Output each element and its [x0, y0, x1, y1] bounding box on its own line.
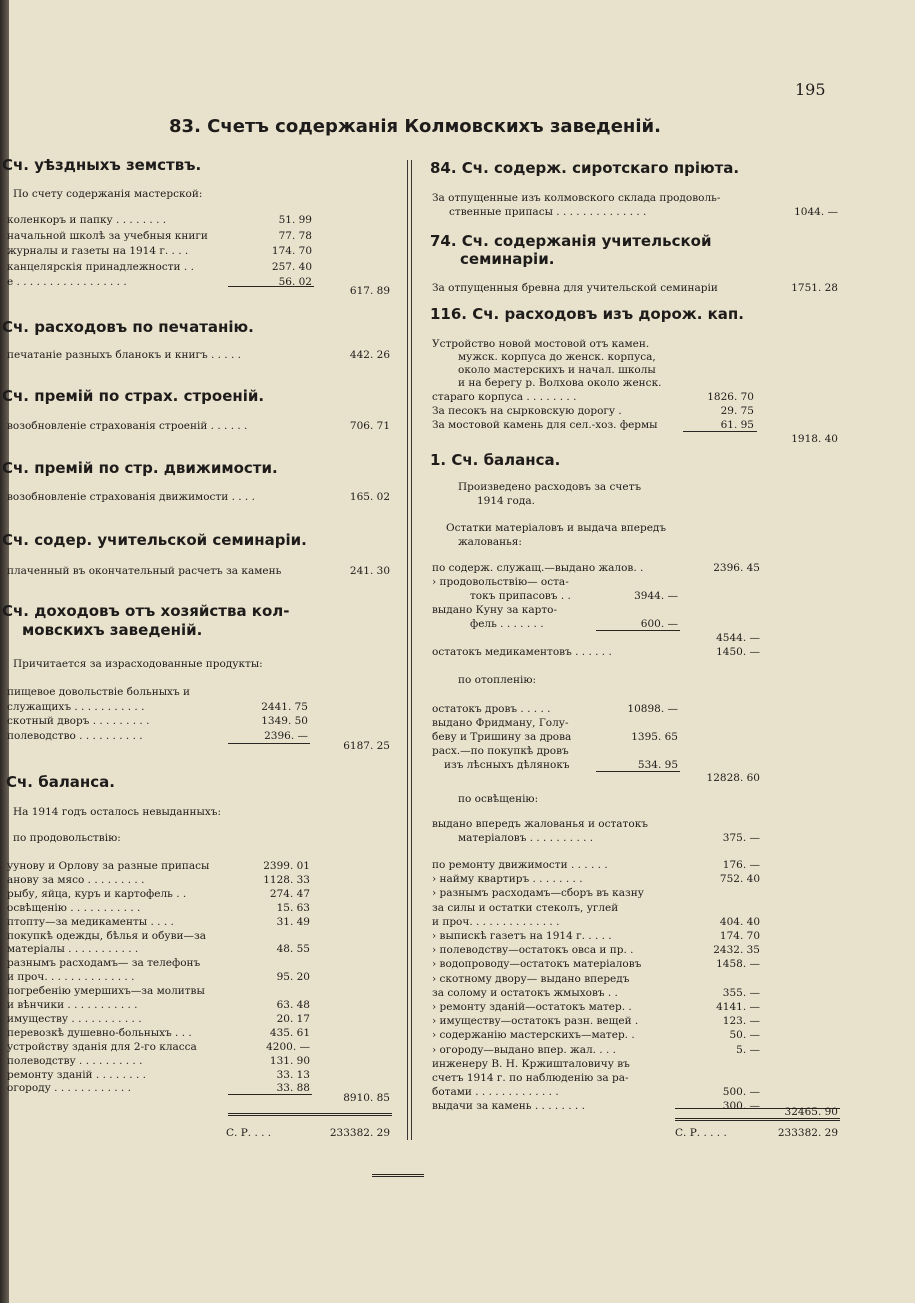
- carry-label: С. Р. . . . .: [675, 1127, 727, 1139]
- ledger-label: 1914 года.: [477, 495, 535, 507]
- ledger-label: Произведено расходовъ за счетъ: [458, 481, 642, 493]
- section-heading: Сч. баланса.: [6, 773, 116, 791]
- ledger-value: 2399. 01: [263, 860, 310, 872]
- subsection-label: по освѣщенію:: [458, 793, 539, 805]
- ledger-label: полеводство . . . . . . . . . .: [7, 729, 143, 742]
- ledger-label: Устройство новой мостовой отъ камен.: [432, 338, 650, 350]
- section-total: 241. 30: [349, 565, 390, 577]
- ledger-label: служащихъ . . . . . . . . . . .: [7, 700, 145, 713]
- ledger-label: За мостовой камень для сел.-хоз. фермы: [432, 419, 658, 431]
- section-heading: Сч. расходовъ по печатанію.: [2, 318, 254, 336]
- ledger-label: уунову и Орлову за разные припасы: [7, 860, 210, 872]
- ledger-label: мужск. корпуса до женск. корпуса,: [458, 351, 656, 363]
- ledger-label: скотный дворъ . . . . . . . . .: [7, 715, 150, 727]
- ledger-label: коленкоръ и папку . . . . . . . .: [7, 214, 167, 226]
- ledger-value: 95. 20: [276, 971, 310, 984]
- ledger-label: ственные припасы . . . . . . . . . . . . . .: [449, 206, 647, 218]
- ledger-label: выдано Куну за карто-: [432, 604, 558, 616]
- ledger-label: разнымъ расходамъ— за телефонъ: [7, 957, 201, 970]
- ledger-label: › выпискѣ газетъ на 1914 г. . . . .: [432, 930, 612, 942]
- ledger-value: 12828. 60: [706, 772, 760, 784]
- carry-rule: [228, 1113, 392, 1116]
- ledger-label: возобновленіе страхованія движимости . . . .: [7, 491, 255, 503]
- ledger-label: по ремонту движимости . . . . . .: [432, 859, 608, 871]
- ledger-value: 2441. 75: [261, 700, 308, 713]
- ledger-label: беву и Тришину за дрова: [432, 731, 572, 743]
- section-heading: 84. Сч. содерж. сиротскаго пріюта.: [430, 159, 740, 177]
- ledger-label: птопту—за медикаменты . . . .: [7, 915, 174, 928]
- section-subtitle: На 1914 годъ осталось невыданныхъ:: [13, 806, 222, 818]
- ledger-value: 56. 02: [278, 276, 312, 288]
- ledger-value: 33. 13: [276, 1068, 310, 1081]
- ledger-value: 123. —: [722, 1015, 760, 1028]
- ledger-label: за солому и остатокъ жмыховъ . .: [432, 986, 618, 999]
- ledger-label: › скотному двору— выдано впередъ: [432, 972, 630, 985]
- section-heading: семинаріи.: [460, 250, 555, 268]
- ledger-value: 20. 17: [276, 1012, 310, 1025]
- ledger-label: жалованья:: [458, 536, 522, 548]
- ledger-value: 500. —: [722, 1086, 760, 1099]
- section-heading: Сч. премій по стр. движимости.: [2, 459, 278, 477]
- ledger-value: 51. 99: [278, 214, 312, 226]
- ledger-value: 1395. 65: [631, 731, 678, 743]
- carry-rule: [675, 1118, 840, 1121]
- carry-label: С. Р. . . .: [226, 1127, 272, 1139]
- ledger-value: 5. —: [736, 1043, 760, 1056]
- ledger-label: начальной школѣ за учебныя книги: [7, 229, 208, 242]
- ledger-label: матеріалы . . . . . . . . . . .: [7, 943, 139, 956]
- ledger-label: инженеру В. Н. Кржишталовичу въ: [432, 1057, 630, 1070]
- section-heading: Сч. содер. учительской семинаріи.: [2, 531, 307, 549]
- ledger-label: остатокъ дровъ . . . . .: [432, 703, 551, 715]
- ledger-value: 131. 90: [269, 1054, 310, 1067]
- ledger-label: расх.—по покупкѣ дровъ: [432, 745, 569, 757]
- ledger-label: и вѣнчики . . . . . . . . . . .: [7, 999, 138, 1011]
- ledger-value: 404. 40: [719, 915, 760, 928]
- ledger-value: 33. 88: [276, 1082, 310, 1095]
- ledger-value: 1826. 70: [707, 391, 754, 403]
- ledger-label: и проч. . . . . . . . . . . . . .: [7, 971, 135, 984]
- section-subtitle: по продовольствію:: [13, 832, 121, 844]
- ledger-label: журналы и газеты на 1914 г. . . .: [7, 245, 189, 257]
- ledger-value: 600. —: [640, 618, 678, 630]
- ledger-value: 31. 49: [276, 915, 310, 928]
- ledger-value: 50. —: [729, 1029, 760, 1042]
- ledger-value: 3944. —: [634, 590, 678, 602]
- ledger-label: ремонту зданій . . . . . . . .: [7, 1068, 146, 1081]
- ledger-value: 1349. 50: [261, 715, 308, 727]
- section-heading: 116. Сч. расходовъ изъ дорож. кап.: [430, 305, 744, 323]
- ledger-value: 2432. 35: [713, 944, 760, 957]
- ledger-label: выдачи за камень . . . . . . . .: [432, 1100, 585, 1113]
- ledger-value: 257. 40: [271, 260, 312, 273]
- ledger-label: устройству зданія для 2-го класса: [7, 1040, 197, 1053]
- ledger-label: анову за мясо . . . . . . . . .: [7, 873, 145, 886]
- ledger-label: фель . . . . . . .: [470, 618, 544, 630]
- ledger-value: 4544. —: [716, 632, 760, 644]
- ledger-label: токъ припасовъ . .: [470, 590, 571, 602]
- ledger-value: 4200. —: [266, 1040, 310, 1053]
- column-divider: [407, 160, 408, 1140]
- page-binding-edge: [0, 0, 9, 1303]
- section-subtitle: Причитается за израсходованные продукты:: [13, 658, 263, 670]
- ledger-label: › содержанію мастерскихъ—матер. .: [432, 1029, 635, 1042]
- ledger-label: остатокъ медикаментовъ . . . . . .: [432, 646, 612, 658]
- ledger-value: 2396. —: [264, 729, 308, 742]
- ledger-label: возобновленіе страхованія строеній . . . . . .: [7, 420, 248, 432]
- ledger-value: 48. 55: [276, 943, 310, 956]
- section-heading: Сч. доходовъ отъ хозяйства кол-: [2, 602, 290, 620]
- ledger-label: › найму квартиръ . . . . . . . .: [432, 873, 583, 886]
- ledger-value: 174. 70: [271, 245, 312, 257]
- ledger-label: счетъ 1914 г. по наблюденію за ра-: [432, 1072, 629, 1084]
- ledger-label: ботами . . . . . . . . . . . . .: [432, 1086, 559, 1099]
- page-title: 83. Счетъ содержанія Колмовскихъ заведеній.: [169, 116, 661, 137]
- ledger-value: 29. 75: [720, 405, 754, 417]
- page-number: 195: [795, 80, 826, 99]
- section-total: 1751. 28: [791, 282, 838, 294]
- ledger-value: 63. 48: [276, 999, 310, 1011]
- ledger-label: около мастерскихъ и начал. школы: [458, 364, 656, 376]
- ledger-label: имуществу . . . . . . . . . . .: [7, 1012, 142, 1025]
- ledger-value: 300. —: [722, 1100, 760, 1113]
- ledger-label: перевозкѣ душевно-больныхъ . . .: [7, 1026, 192, 1039]
- ledger-label: За песокъ на сырковскую дорогу .: [432, 405, 622, 417]
- ledger-label: выдано Фридману, Голу-: [432, 717, 569, 729]
- section-heading: Сч. премій по страх. строеній.: [2, 387, 265, 405]
- sum-rule: [683, 431, 757, 432]
- ledger-label: пищевое довольствіе больныхъ и: [7, 686, 190, 698]
- ledger-label: по содерж. служащ.—выдано жалов. .: [432, 562, 644, 574]
- ledger-value: 1450. —: [716, 646, 760, 658]
- sum-rule: [596, 630, 680, 631]
- section-heading: 1. Сч. баланса.: [430, 451, 561, 469]
- section-heading: 74. Сч. содержанія учительской: [430, 232, 712, 250]
- ledger-label: за силы и остатки стеколъ, углей: [432, 901, 619, 914]
- ledger-label: выдано впередъ жалованья и остатокъ: [432, 818, 648, 830]
- ledger-label: е . . . . . . . . . . . . . . . . .: [7, 276, 127, 288]
- ledger-value: 1458. —: [716, 958, 760, 971]
- ledger-value: 61. 95: [720, 419, 754, 431]
- section-total: 32465. 90: [784, 1106, 838, 1118]
- carry-value: 233382. 29: [329, 1127, 390, 1139]
- ledger-label: изъ лѣсныхъ дѣлянокъ: [444, 759, 570, 771]
- section-subtitle: По счету содержанія мастерской:: [13, 188, 203, 200]
- ledger-label: › огороду—выдано впер. жал. . . .: [432, 1043, 616, 1056]
- ledger-value: 1128. 33: [263, 873, 310, 886]
- section-total: 1044. —: [794, 206, 838, 218]
- ledger-label: и проч. . . . . . . . . . . . . .: [432, 915, 560, 928]
- subsection-label: по отопленію:: [458, 674, 537, 686]
- ledger-label: покупкѣ одежды, бѣлья и обуви—за: [7, 929, 207, 942]
- section-total: 617. 89: [349, 285, 390, 297]
- ledger-value: 435. 61: [269, 1026, 310, 1039]
- ledger-label: › полеводству—остатокъ овса и пр. .: [432, 944, 634, 957]
- ledger-label: огороду . . . . . . . . . . . .: [7, 1082, 131, 1095]
- column-divider: [411, 160, 412, 1140]
- ledger-label: Остатки матеріаловъ и выдача впередъ: [446, 522, 667, 534]
- ledger-label: печатаніе разныхъ бланокъ и книгъ . . . . .: [7, 349, 241, 361]
- ledger-label: рыбу, яйца, куръ и картофель . .: [7, 887, 187, 900]
- section-total: 8910. 85: [343, 1092, 390, 1104]
- ledger-value: 15. 63: [276, 901, 310, 914]
- ledger-label: стараго корпуса . . . . . . . .: [432, 391, 577, 403]
- ledger-label: За отпущенныя бревна для учительской семинаріи: [432, 282, 718, 294]
- ledger-value: 375. —: [722, 832, 760, 844]
- ledger-label: › водопроводу—остатокъ матеріаловъ: [432, 958, 642, 971]
- ledger-label: погребенію умершихъ—за молитвы: [7, 985, 205, 998]
- ledger-label: и на берегу р. Волхова около женск.: [458, 377, 662, 389]
- ledger-label: › имуществу—остатокъ разн. вещей .: [432, 1015, 639, 1028]
- ledger-value: 752. 40: [719, 873, 760, 886]
- section-total: 6187. 25: [343, 740, 390, 752]
- ledger-value: 176. —: [722, 859, 760, 871]
- ledger-value: 10898. —: [627, 703, 678, 715]
- section-total: 165. 02: [349, 491, 390, 503]
- ledger-value: 4141. —: [716, 1001, 760, 1013]
- ledger-value: 274. 47: [269, 887, 310, 900]
- ledger-value: 534. 95: [637, 759, 678, 771]
- ledger-value: 2396. 45: [713, 562, 760, 574]
- ledger-value: 174. 70: [719, 930, 760, 942]
- page-ornament: [372, 1174, 424, 1181]
- sum-rule: [596, 771, 680, 772]
- ledger-label: › ремонту зданій—остатокъ матер. .: [432, 1001, 632, 1013]
- ledger-label: › разнымъ расходамъ—сборъ въ казну: [432, 887, 644, 900]
- ledger-label: плаченный въ окончательный расчетъ за камень: [7, 565, 282, 577]
- section-total: 442. 26: [349, 349, 390, 361]
- ledger-label: освѣщенію . . . . . . . . . . .: [7, 901, 141, 914]
- ledger-label: матеріаловъ . . . . . . . . . .: [458, 832, 594, 844]
- sum-rule: [228, 743, 310, 744]
- section-total: 1918. 40: [791, 433, 838, 445]
- section-heading: мовскихъ заведеній.: [22, 621, 203, 639]
- ledger-value: 77. 78: [278, 229, 312, 242]
- section-total: 706. 71: [349, 420, 390, 432]
- section-heading: Сч. уѣздныхъ земствъ.: [2, 156, 202, 174]
- ledger-label: За отпущенные изъ колмовского склада продоволь-: [432, 192, 721, 204]
- carry-value: 233382. 29: [777, 1127, 838, 1139]
- ledger-label: полеводству . . . . . . . . . .: [7, 1054, 143, 1067]
- ledger-label: канцелярскія принадлежности . .: [7, 260, 194, 273]
- ledger-value: 355. —: [722, 986, 760, 999]
- ledger-label: › продовольствію— оста-: [432, 576, 569, 588]
